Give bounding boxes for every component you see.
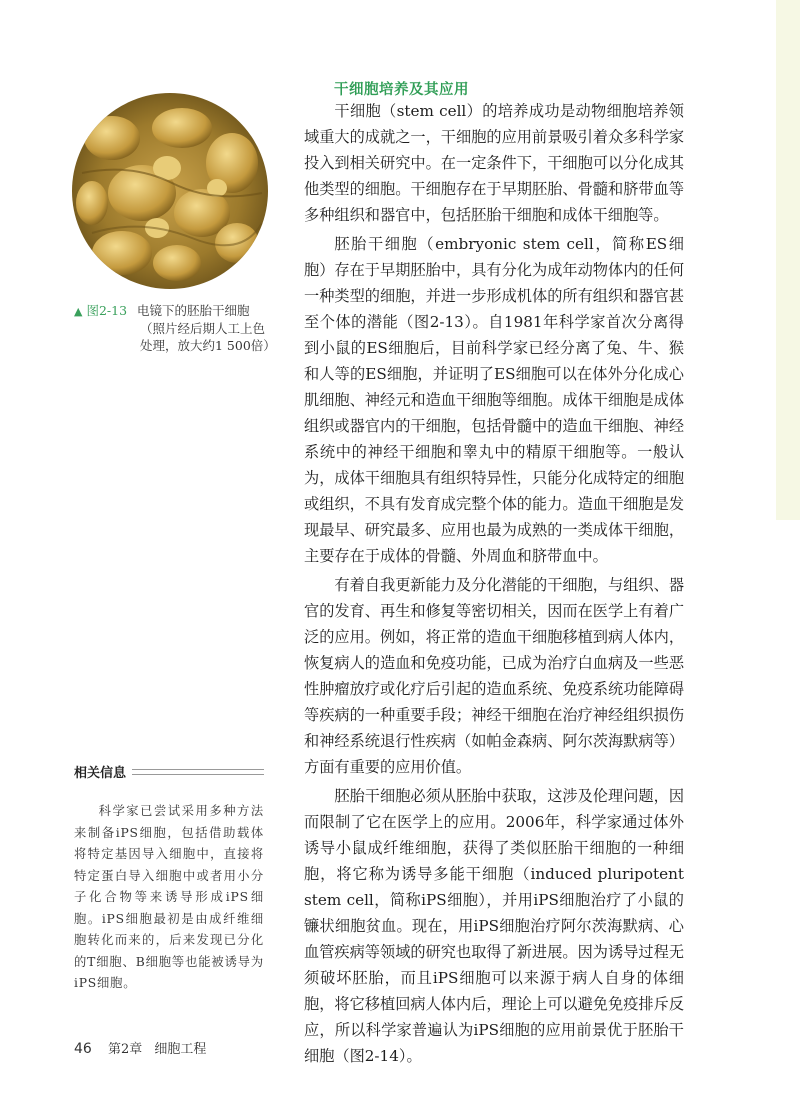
caption-line-1: 电镜下的胚胎干细胞: [137, 303, 250, 318]
paragraph: 有着自我更新能力及分化潜能的干细胞，与组织、器官的发育、再生和修复等密切相关，因而在医学上有着广泛的应用。例如，将正常的造血干细胞移植到病人体内，恢复病人的造血和免疫功能，已成为治疗白血病及一些恶性肿瘤放疗或化疗后引起的造血系统、免疫系统功能障碍等疾病的一种重要手段；神经干细胞在治疗神经组织损伤和神经系统退行性疾病（如帕金森病、阿尔茨海默病等）方面有重要的应用价值。: [304, 576, 684, 776]
figure-number: 图2-13: [86, 303, 128, 318]
related-info-title: 相关信息: [74, 766, 127, 781]
cell-micrograph-icon: [72, 93, 268, 289]
related-info-header: [74, 762, 264, 781]
triangle-marker-icon: ▲: [74, 305, 83, 318]
chapter-title: 细胞工程: [154, 1042, 207, 1057]
related-info-text: 科学家已尝试采用多种方法来制备iPS细胞，包括借助载体将特定基因导入细胞中，直接将特定蛋白导入细胞中或者用小分子化合物等来诱导形成iPS细胞。iPS细胞最初是由成纤维细胞转化而来的，后来发现已分化的T细胞、B细胞等也能被诱导为iPS细胞。: [74, 804, 264, 990]
paragraph: 胚胎干细胞必须从胚胎中获取，这涉及伦理问题，因而限制了它在医学上的应用。2006年，科学家通过体外诱导小鼠成纤维细胞，获得了类似胚胎干细胞的一种细胞，将它称为诱导多能干细胞（induced pluripotent stem cell，简称iPS细胞），并用iPS细胞治疗了小鼠的镰状细胞贫血。现在，用iPS细胞治疗阿尔茨海默病、心血管疾病等领域的研究也取得了新进展。因为诱导过程无须破坏胚胎，而且iPS细胞可以来源于病人自身的体细胞，将它移植回病人体内后，理论上可以避免免疫排斥反应，所以科学家普遍认为iPS细胞的应用前景优于胚胎干细胞（图2-14）。: [304, 787, 684, 1065]
title-rule: [132, 769, 264, 775]
caption-line-3: 处理，放大约1 500倍）: [140, 338, 276, 353]
caption-line-2: （照片经后期人工上色: [140, 321, 266, 336]
related-info-box: [74, 762, 264, 995]
page-edge-strip: [776, 0, 800, 520]
paragraph: 胚胎干细胞（embryonic stem cell，简称ES细胞）存在于早期胚胎中，具有分化为成年动物体内的任何一种类型的细胞，并进一步形成机体的所有组织和器官甚至个体的潜能（图2-13）。自1981年科学家首次分离得到小鼠的ES细胞后，目前科学家已经分离了兔、牛、猴和人等的ES细胞，并证明了ES细胞可以在体外分化成心肌细胞、神经元和造血干细胞等细胞。成体干细胞是成体组织或器官内的干细胞，包括骨髓中的造血干细胞、神经系统中的神经干细胞和睾丸中的精原干细胞等。一般认为，成体干细胞具有组织特异性，只能分化成特定的细胞或组织，不具有发育成完整个体的能力。造血干细胞是发现最早、研究最多、应用也最为成熟的一类成体干细胞，主要存在于成体的骨髓、外周血和脐带血中。: [304, 235, 684, 565]
section-title: 干细胞培养及其应用: [334, 82, 469, 98]
page-footer: [74, 1038, 206, 1057]
page-number: 46: [74, 1041, 92, 1057]
figure-caption: [74, 302, 284, 354]
chapter-label: 第2章: [107, 1042, 143, 1057]
paragraph: 干细胞（stem cell）的培养成功是动物细胞培养领域重大的成就之一，干细胞的应用前景吸引着众多科学家投入到相关研究中。在一定条件下，干细胞可以分化成其他类型的细胞。干细胞存在于早期胚胎、骨髓和脐带血等多种组织和器官中，包括胚胎干细胞和成体干细胞等。: [304, 102, 684, 224]
main-body: [304, 98, 684, 1072]
stem-cell-photo: [72, 93, 268, 289]
